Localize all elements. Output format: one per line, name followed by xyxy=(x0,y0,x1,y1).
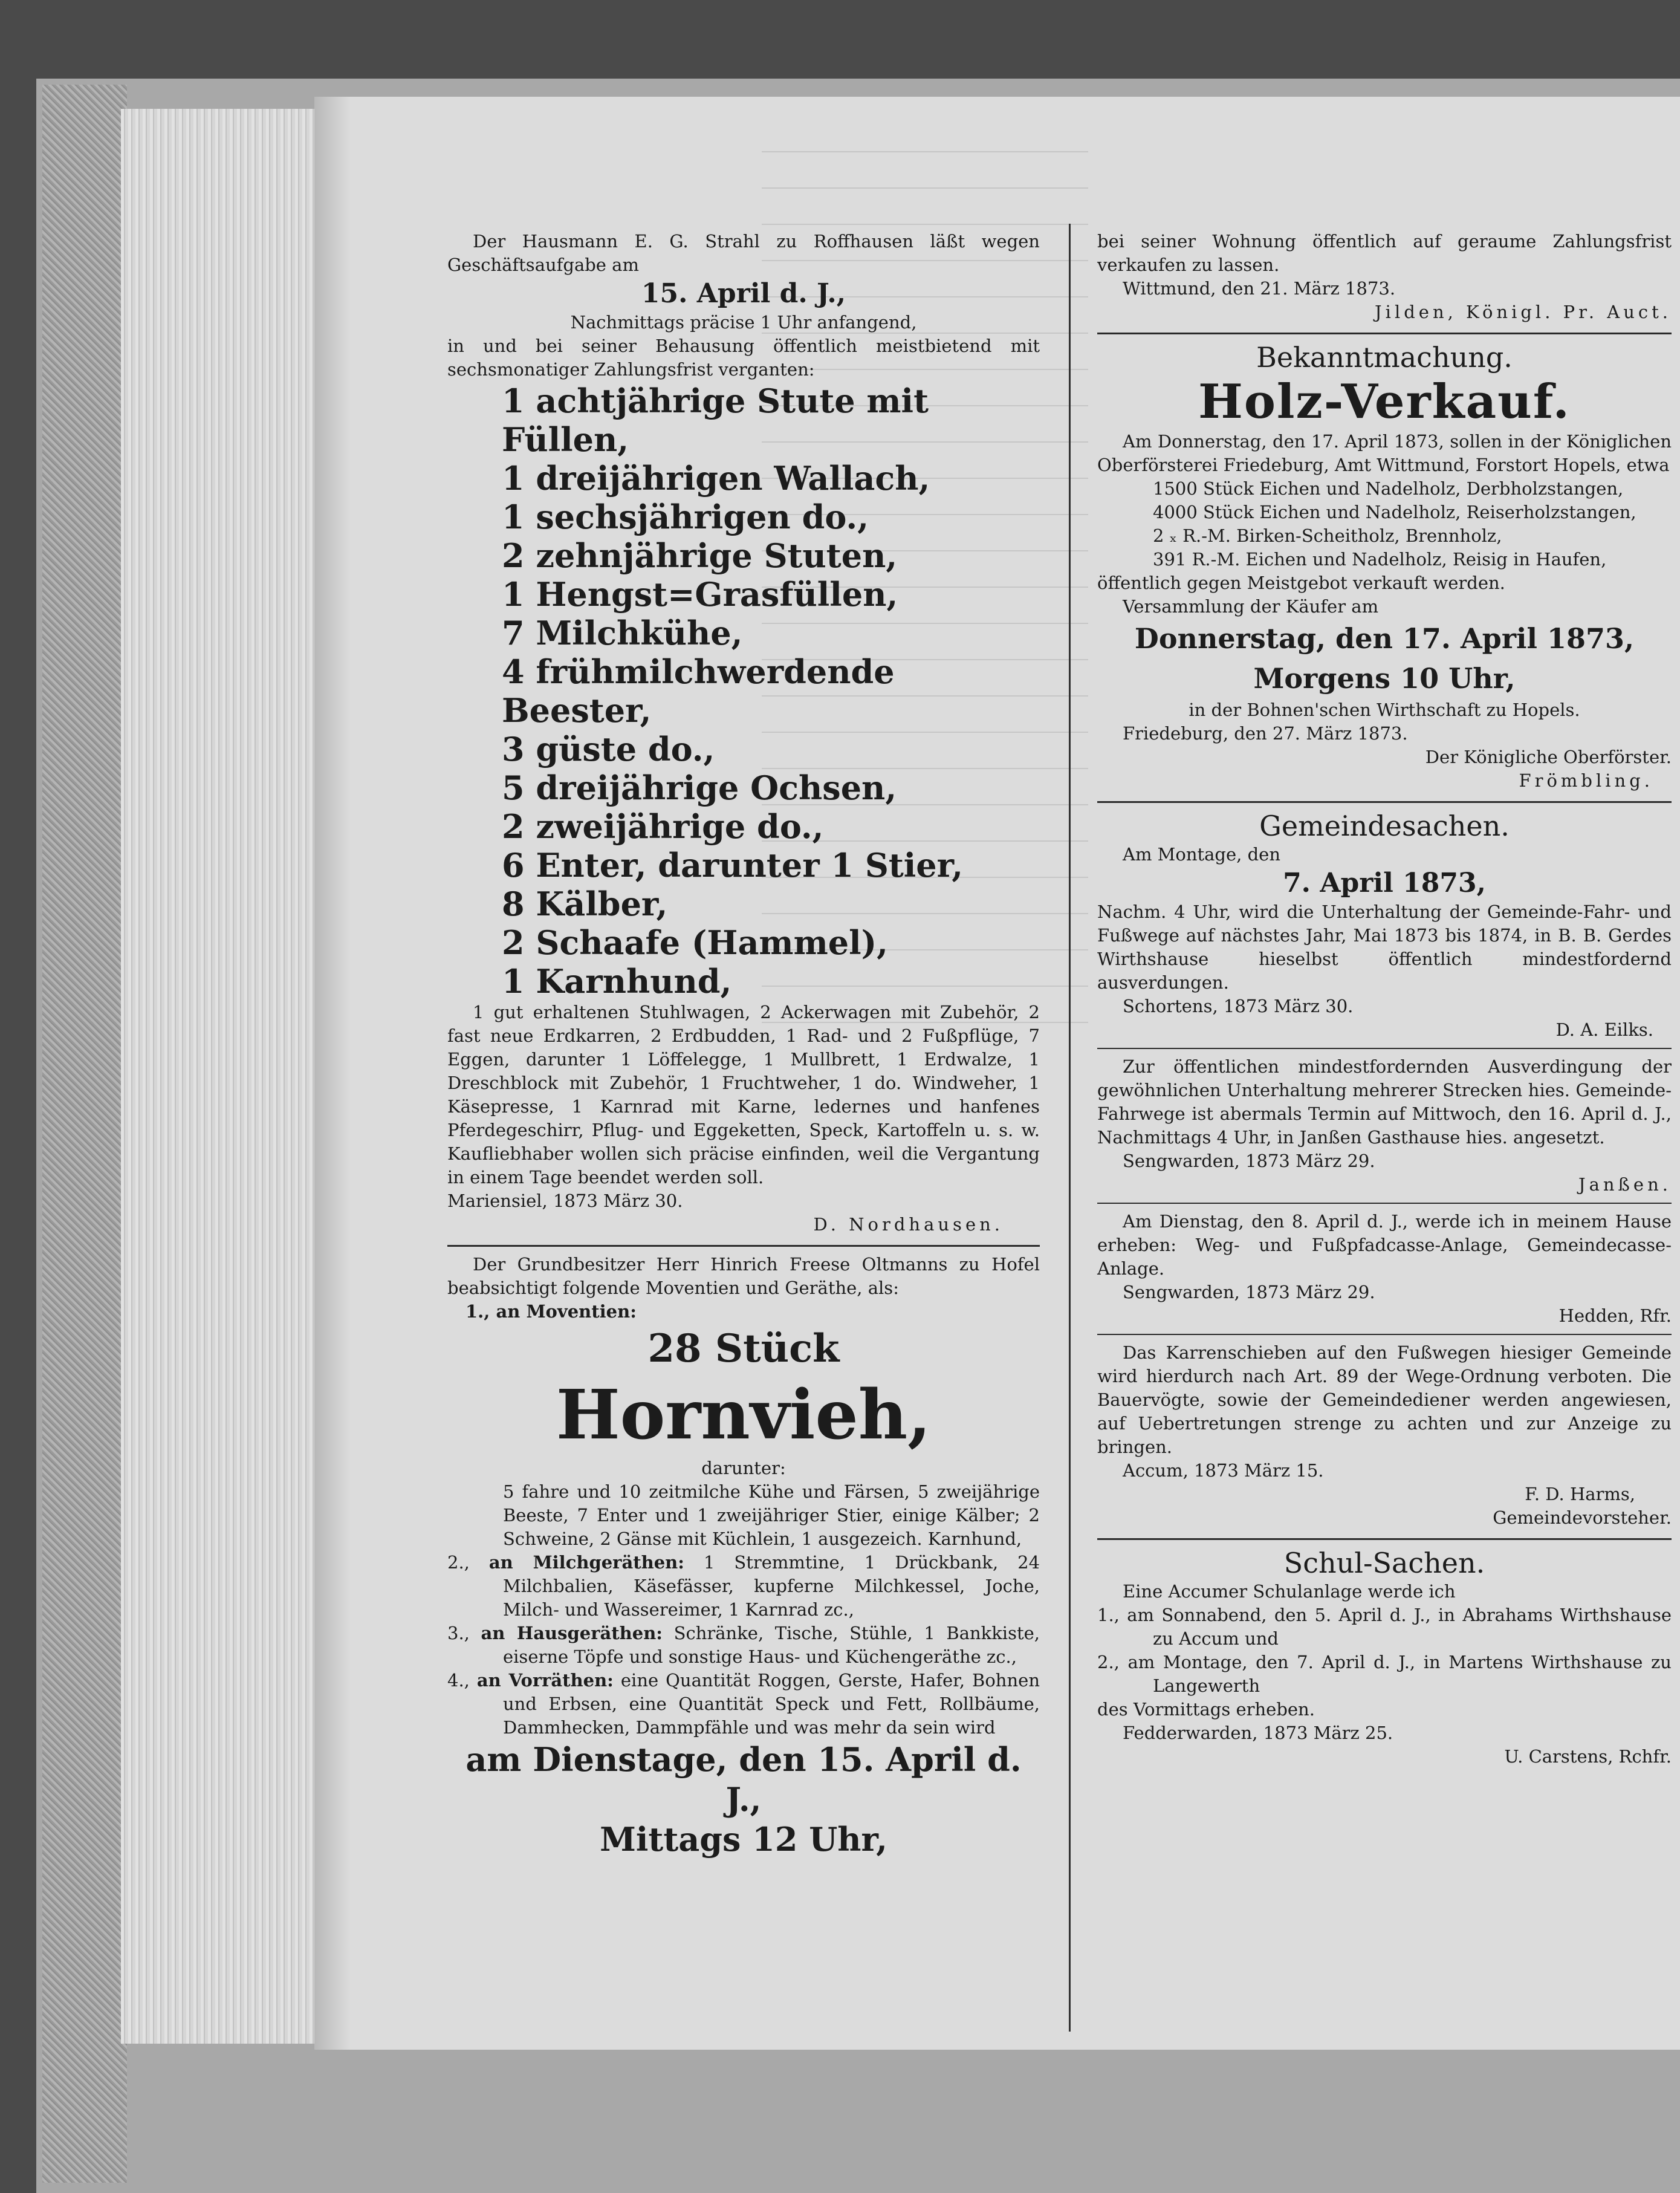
notice-date: 15. April d. J., xyxy=(641,278,846,309)
notice-signature: Jilden, Königl. Pr. Auct. xyxy=(1375,302,1672,322)
roadwork-notice xyxy=(1097,1055,1672,1197)
cover-edge xyxy=(42,85,127,2183)
list-item: 2 Schaafe (Hammel), xyxy=(502,923,888,962)
divider xyxy=(447,1245,1040,1247)
notice-signature: Janßen. xyxy=(1578,1174,1672,1195)
section-body: eine Quantität Roggen, Gerste, Hafer, Bohnen und Erbsen, eine Quantität Speck und Fett, Rollbäume, Dammhecken, Dammpfähle und was mehr da sein wird xyxy=(503,1670,1040,1738)
section-label: an Vorräthen: xyxy=(476,1670,614,1691)
section-3 xyxy=(447,1622,1040,1669)
list-item: 1 Hengst=Grasfüllen, xyxy=(502,575,898,614)
list-item: 1., am Sonnabend, den 5. April d. J., in Abrahams Wirthshause zu Accum und xyxy=(1097,1605,1672,1649)
divider xyxy=(1097,333,1672,334)
section-2 xyxy=(447,1551,1040,1622)
headline-title: Hornvieh, xyxy=(556,1376,932,1455)
notice-place-date: Mariensiel, 1873 März 30. xyxy=(447,1191,683,1211)
continued-text: bei seiner Wohnung öffentlich auf geraume Zahlungsfrist verkaufen zu lassen. xyxy=(1097,231,1672,275)
section-number: 4., xyxy=(447,1670,470,1691)
list-item: 1500 Stück Eichen und Nadelholz, Derbholzstangen, xyxy=(1153,478,1624,499)
meeting-text: Versammlung der Käufer am xyxy=(1123,596,1379,617)
notice-signature: F. D. Harms, xyxy=(1525,1484,1635,1504)
notice-signature: D. Nordhausen. xyxy=(813,1214,1004,1235)
equipment-text: 1 gut erhaltenen Stuhlwagen, 2 Ackerwagen mit Zubehör, 2 fast neue Erdkarren, 2 Erdbudden, 1 Rad- und 2 Fußpflüge, 7 Eggen, darunter 1 Löffelegge, 1 Mullbrett, 1 Erdwalze, 1 Dreschblock mit Zubehör, 1 Fruchtweher, 1 do. Windweher, 1 Käsepresse, 1 Karnrad mit Karne, ledernes und hanfenes Pferdegeschirr, Pflug- und Eggeketten, Speck, Kartoffeln u. s. w. Kaufliebhaber wollen sich präcise einfinden, weil die Vergantung in einem Tage beendet werden soll. xyxy=(447,1002,1040,1187)
list-item: 391 R.-M. Eichen und Nadelholz, Reisig in Haufen, xyxy=(1153,549,1607,570)
section-label: an Hausgeräthen: xyxy=(481,1623,663,1643)
page-stack-edges xyxy=(121,109,314,2044)
section-body: 1 Stremmtine, 1 Drückbank, 24 Milchbalien, Käsefässer, kupferne Milchkessel, Joche, Milch- und Wassereimer, 1 Karnrad zc., xyxy=(503,1552,1040,1620)
notice-intro: Am Donnerstag, den 17. April 1873, sollen in der Königlichen Oberförsterei Friedeburg, Amt Wittmund, Forstort Hopels, etwa xyxy=(1097,431,1672,475)
auction-notice-oltmanns xyxy=(447,1253,1040,1859)
continued-notice xyxy=(1097,230,1672,324)
section-number: 3., xyxy=(447,1623,470,1643)
notice-signature: U. Carstens, Rchfr. xyxy=(1504,1746,1672,1767)
cart-ban-notice xyxy=(1097,1341,1672,1530)
venue-text: in der Bohnen'schen Wirthschaft zu Hopels. xyxy=(1189,700,1580,720)
list-item: 1 achtjährige Stute mit Füllen, xyxy=(502,382,929,459)
notice-intro: Der Grundbesitzer Herr Hinrich Freese Oltmanns zu Hofel beabsichtigt folgende Moventien und Geräthe, als: xyxy=(447,1254,1040,1298)
notice-intro: Am Montage, den xyxy=(1123,844,1280,865)
notice-intro: Der Hausmann E. G. Strahl zu Roffhausen läßt wegen Geschäftsaufgabe am xyxy=(447,231,1040,275)
community-notice xyxy=(1097,809,1672,1042)
notice-time: Nachmittags präcise 1 Uhr anfangend, xyxy=(570,312,917,333)
sale-date: Donnerstag, den 17. April 1873, xyxy=(1134,622,1635,655)
section-body: Schränke, Tische, Stühle, 1 Bankkiste, eiserne Töpfe und sonstige Haus- und Küchengeräthe zc., xyxy=(503,1623,1040,1667)
divider xyxy=(1097,801,1672,803)
auction-time: Mittags 12 Uhr, xyxy=(600,1820,887,1859)
list-item: 8 Kälber, xyxy=(502,885,668,923)
notice-place-date: Friedeburg, den 27. März 1873. xyxy=(1123,723,1408,744)
list-item: 1 Karnhund, xyxy=(502,962,732,1001)
livestock-list xyxy=(447,382,1040,1001)
section-label: an Milchgeräthen: xyxy=(488,1552,684,1573)
list-item: 1 sechsjährigen do., xyxy=(502,498,869,536)
notice-terms: in und bei seiner Behausung öffentlich meistbietend mit sechsmonatiger Zahlungsfrist verganten: xyxy=(447,336,1040,380)
list-item: 2., am Montage, den 7. April d. J., in Martens Wirthshause zu Langewerth xyxy=(1097,1652,1672,1696)
sale-text: öffentlich gegen Meistgebot verkauft werden. xyxy=(1097,573,1505,593)
divider xyxy=(1097,1334,1672,1335)
divider xyxy=(1097,1048,1672,1049)
notice-signature: Der Königliche Oberförster. xyxy=(1425,747,1672,767)
column-rule xyxy=(1069,224,1071,2032)
notice-date: 7. April 1873, xyxy=(1283,868,1486,898)
list-item: 5 dreijährige Ochsen, xyxy=(502,768,897,807)
left-column xyxy=(447,230,1040,1859)
notice-place-date: Accum, 1873 März 15. xyxy=(1123,1460,1324,1481)
section-header: Schul-Sachen. xyxy=(1283,1547,1485,1579)
notice-body: Nachm. 4 Uhr, wird die Unterhaltung der Gemeinde-Fahr- und Fußwege auf nächstes Jahr, Mai 1873 bis 1874, in B. B. Gerdes Wirthshause hieselbst öffentlich mindestfordernd ausverdungen. xyxy=(1097,902,1672,993)
notice-place-date: Wittmund, den 21. März 1873. xyxy=(1123,278,1396,299)
levy-notice xyxy=(1097,1210,1672,1328)
list-item: 4 frühmilchwerdende Beester, xyxy=(502,652,895,730)
notice-signature-name: Frömbling. xyxy=(1519,770,1653,791)
list-item: 1 dreijährigen Wallach, xyxy=(502,459,930,498)
divider xyxy=(1097,1203,1672,1204)
notice-place-date: Fedderwarden, 1873 März 25. xyxy=(1123,1723,1393,1743)
list-item: 7 Milchkühe, xyxy=(502,614,743,652)
notice-signature-title: Gemeindevorsteher. xyxy=(1493,1507,1672,1528)
auction-date: am Dienstage, den 15. April d. J., xyxy=(465,1740,1022,1819)
notice-signature: Hedden, Rfr. xyxy=(1558,1305,1672,1326)
headline-title: Holz-Verkauf. xyxy=(1198,374,1571,429)
list-item: 2 zweijährige do., xyxy=(502,807,824,846)
section-number: 2., xyxy=(447,1552,470,1573)
section-4 xyxy=(447,1669,1040,1740)
list-item: 3 güste do., xyxy=(502,730,715,768)
list-item: 2 ₓ R.-M. Birken-Scheitholz, Brennholz, xyxy=(1153,525,1502,546)
right-column xyxy=(1097,230,1672,1769)
list-item: 6 Enter, darunter 1 Stier, xyxy=(502,846,963,885)
section-label: 1., an Moventien: xyxy=(465,1301,637,1322)
notice-body: Zur öffentlichen mindestfordernden Ausverdingung der gewöhnlichen Unterhaltung mehrerer Strecken hies. Gemeinde-Fahrwege ist abermals Termin auf Mittwoch, den 16. April d. J., Nachmittags 4 Uhr, in Janßen Gasthause hies. angesetzt. xyxy=(1097,1056,1672,1148)
list-item: 2 zehnjährige Stuten, xyxy=(502,536,898,575)
headline-count: 28 Stück xyxy=(647,1326,840,1371)
subheading: darunter: xyxy=(701,1458,786,1478)
spine-shadow xyxy=(314,97,351,2050)
timber-sale-notice xyxy=(1097,340,1672,793)
sale-time: Morgens 10 Uhr, xyxy=(1253,662,1516,695)
morning-text: des Vormittags erheben. xyxy=(1097,1699,1315,1720)
auction-notice-strahl xyxy=(447,230,1040,1236)
notice-place-date: Schortens, 1873 März 30. xyxy=(1123,996,1354,1016)
section-body: 5 fahre und 10 zeitmilche Kühe und Färsen, 5 zweijährige Beeste, 7 Enter und 1 zweijähriger Stier, einige Kälber; 2 Schweine, 2 Gänse mit Küchlein, 1 ausgezeich. Karnhund, xyxy=(503,1481,1040,1549)
section-header: Gemeindesachen. xyxy=(1259,810,1510,842)
list-item: 4000 Stück Eichen und Nadelholz, Reiserholzstangen, xyxy=(1153,502,1636,522)
section-header: Bekanntmachung. xyxy=(1256,341,1513,374)
school-notice xyxy=(1097,1546,1672,1769)
notice-intro: Eine Accumer Schulanlage werde ich xyxy=(1123,1581,1456,1602)
notice-place-date: Sengwarden, 1873 März 29. xyxy=(1123,1151,1375,1171)
notice-signature: D. A. Eilks. xyxy=(1555,1019,1653,1040)
notice-body: Das Karrenschieben auf den Fußwegen hiesiger Gemeinde wird hierdurch nach Art. 89 der Wege-Ordnung verboten. Die Bauervögte, sowie der Gemeindediener werden angewiesen, auf Uebertretungen strenge zu achten und zur Anzeige zu bringen. xyxy=(1097,1342,1672,1457)
divider xyxy=(1097,1538,1672,1540)
notice-body: Am Dienstag, den 8. April d. J., werde ich in meinem Hause erheben: Weg- und Fußpfadcasse-Anlage, Gemeindecasse-Anlage. xyxy=(1097,1211,1672,1279)
notice-place-date: Sengwarden, 1873 März 29. xyxy=(1123,1282,1375,1302)
